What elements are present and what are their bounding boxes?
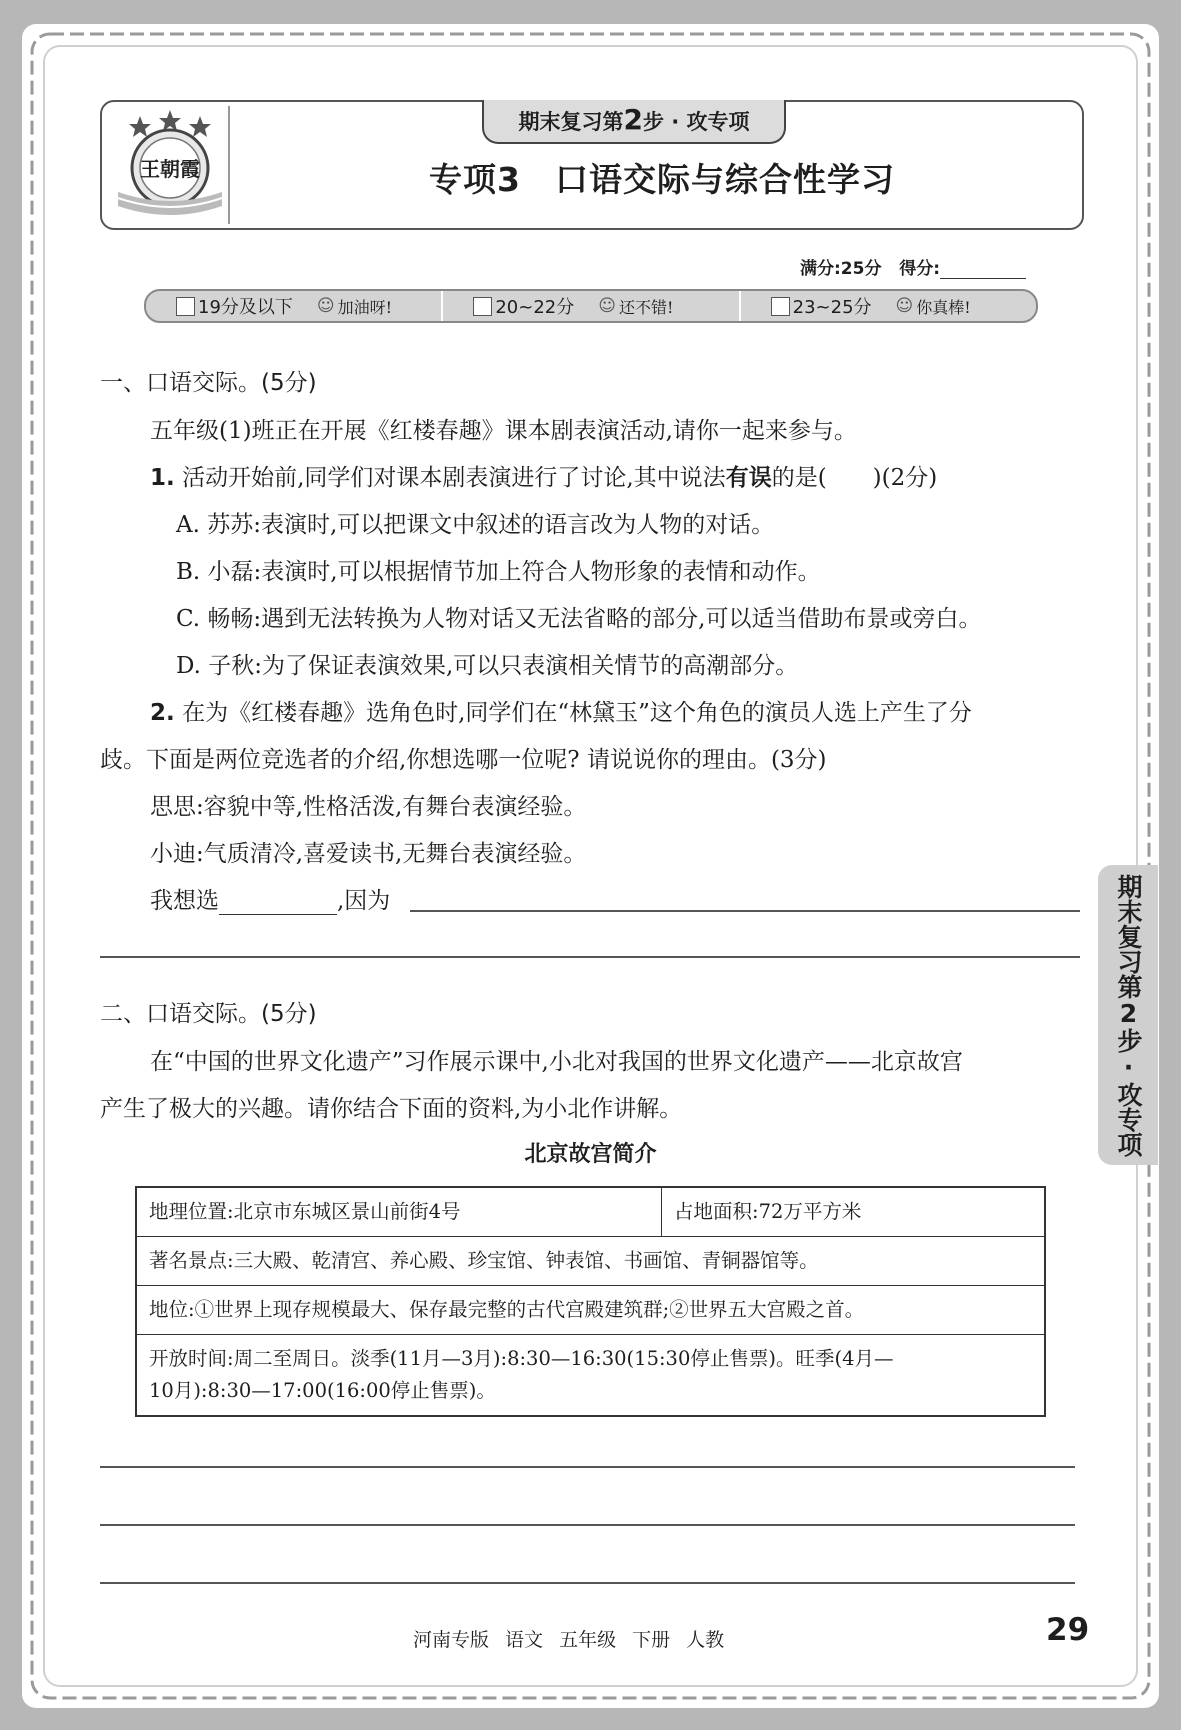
full-score: 满分:25分	[800, 259, 882, 279]
footer-text: 河南专版 语文 五年级 下册 人教	[413, 1629, 725, 1651]
grade-item-mid: 20~22分 ☺ 还不错!	[443, 293, 738, 319]
logo-divider	[228, 106, 230, 224]
answer-rule[interactable]	[100, 1582, 1075, 1584]
q1-option-d: D. 子秋:为了保证表演效果,可以只表演相关情节的高潮部分。	[176, 653, 799, 679]
section2-heading: 二、口语交际。(5分)	[100, 1001, 317, 1027]
palace-info-table	[135, 1186, 1046, 1417]
answer-rule[interactable]	[100, 1466, 1075, 1468]
table-cell-hours: 开放时间:周二至周日。淡季(11月—3月):8:30—16:30(15:30停止售票)。旺季(4月— 10月):8:30—17:00(16:00停止售票)。	[136, 1335, 1045, 1417]
q2-line2: 歧。下面是两位竞选者的介绍,你想选哪一位呢? 请说说你的理由。(3分)	[100, 747, 827, 773]
section1-heading: 一、口语交际。(5分)	[100, 370, 317, 396]
header-box	[100, 100, 1084, 230]
smiley-icon: ☺	[895, 296, 914, 316]
section1-intro: 五年级(1)班正在开展《红楼春趣》课本剧表演活动,请你一起来参与。	[150, 418, 857, 444]
answer-rule[interactable]	[410, 910, 1080, 912]
q1-stem: 1. 活动开始前,同学们对课本剧表演进行了讨论,其中说法有误的是( )(2分)	[150, 465, 938, 491]
q2-line1: 2. 在为《红楼春趣》选角色时,同学们在“林黛玉”这个角色的演员人选上产生了分	[150, 700, 972, 726]
brand-logo	[110, 106, 230, 224]
section2-line2: 产生了极大的兴趣。请你结合下面的资料,为小北作讲解。	[100, 1096, 683, 1122]
table-cell-location: 地理位置:北京市东城区景山前街4号	[136, 1187, 662, 1237]
table-cell-area: 占地面积:72万平方米	[662, 1187, 1046, 1237]
step-tab: 期末复习第2步 · 攻专项	[482, 100, 786, 144]
answer-blank[interactable]	[219, 892, 337, 915]
table-cell-spots: 著名景点:三大殿、乾清宫、养心殿、珍宝馆、钟表馆、书画馆、青铜器馆等。	[136, 1237, 1045, 1286]
section2-line1: 在“中国的世界文化遗产”习作展示课中,小北对我国的世界文化遗产——北京故宫	[150, 1049, 963, 1075]
answer-rule[interactable]	[100, 1524, 1075, 1526]
checkbox[interactable]	[176, 297, 195, 316]
table-cell-status: 地位:①世界上现存规模最大、保存最完整的古代宫殿建筑群;②世界五大宫殿之首。	[136, 1286, 1045, 1335]
q2-candidate2: 小迪:气质清冷,喜爱读书,无舞台表演经验。	[150, 841, 587, 867]
grade-item-low: 19分及以下 ☺ 加油呀!	[146, 293, 441, 319]
smiley-icon: ☺	[598, 296, 616, 316]
checkbox[interactable]	[771, 297, 790, 316]
score-line	[800, 254, 1026, 279]
q1-option-b: B. 小磊:表演时,可以根据情节加上符合人物形象的表情和动作。	[176, 559, 821, 585]
q1-option-c: C. 畅畅:遇到无法转换为人物对话又无法省略的部分,可以适当借助布景或旁白。	[176, 606, 982, 632]
q2-answer-line: 我想选 ,因为	[150, 888, 391, 914]
score-blank[interactable]	[940, 260, 1026, 279]
table-caption: 北京故宫简介	[524, 1142, 657, 1167]
got-score-label: 得分:	[899, 259, 941, 279]
side-tab: 期末复习第2步·攻专项	[1098, 865, 1158, 1165]
grade-bar	[144, 289, 1038, 323]
page-number: 29	[1046, 1612, 1090, 1648]
checkbox[interactable]	[473, 297, 492, 316]
grade-item-high: 23~25分 ☺ 你真棒!	[741, 293, 1036, 319]
page-title: 专项3 口语交际与综合性学习	[429, 160, 895, 199]
answer-rule[interactable]	[100, 956, 1080, 958]
q1-option-a: A. 苏苏:表演时,可以把课文中叙述的语言改为人物的对话。	[176, 512, 775, 538]
q2-candidate1: 思思:容貌中等,性格活泼,有舞台表演经验。	[150, 794, 587, 820]
svg-text:王朝霞: 王朝霞	[140, 157, 200, 181]
smiley-icon: ☺	[316, 296, 335, 316]
